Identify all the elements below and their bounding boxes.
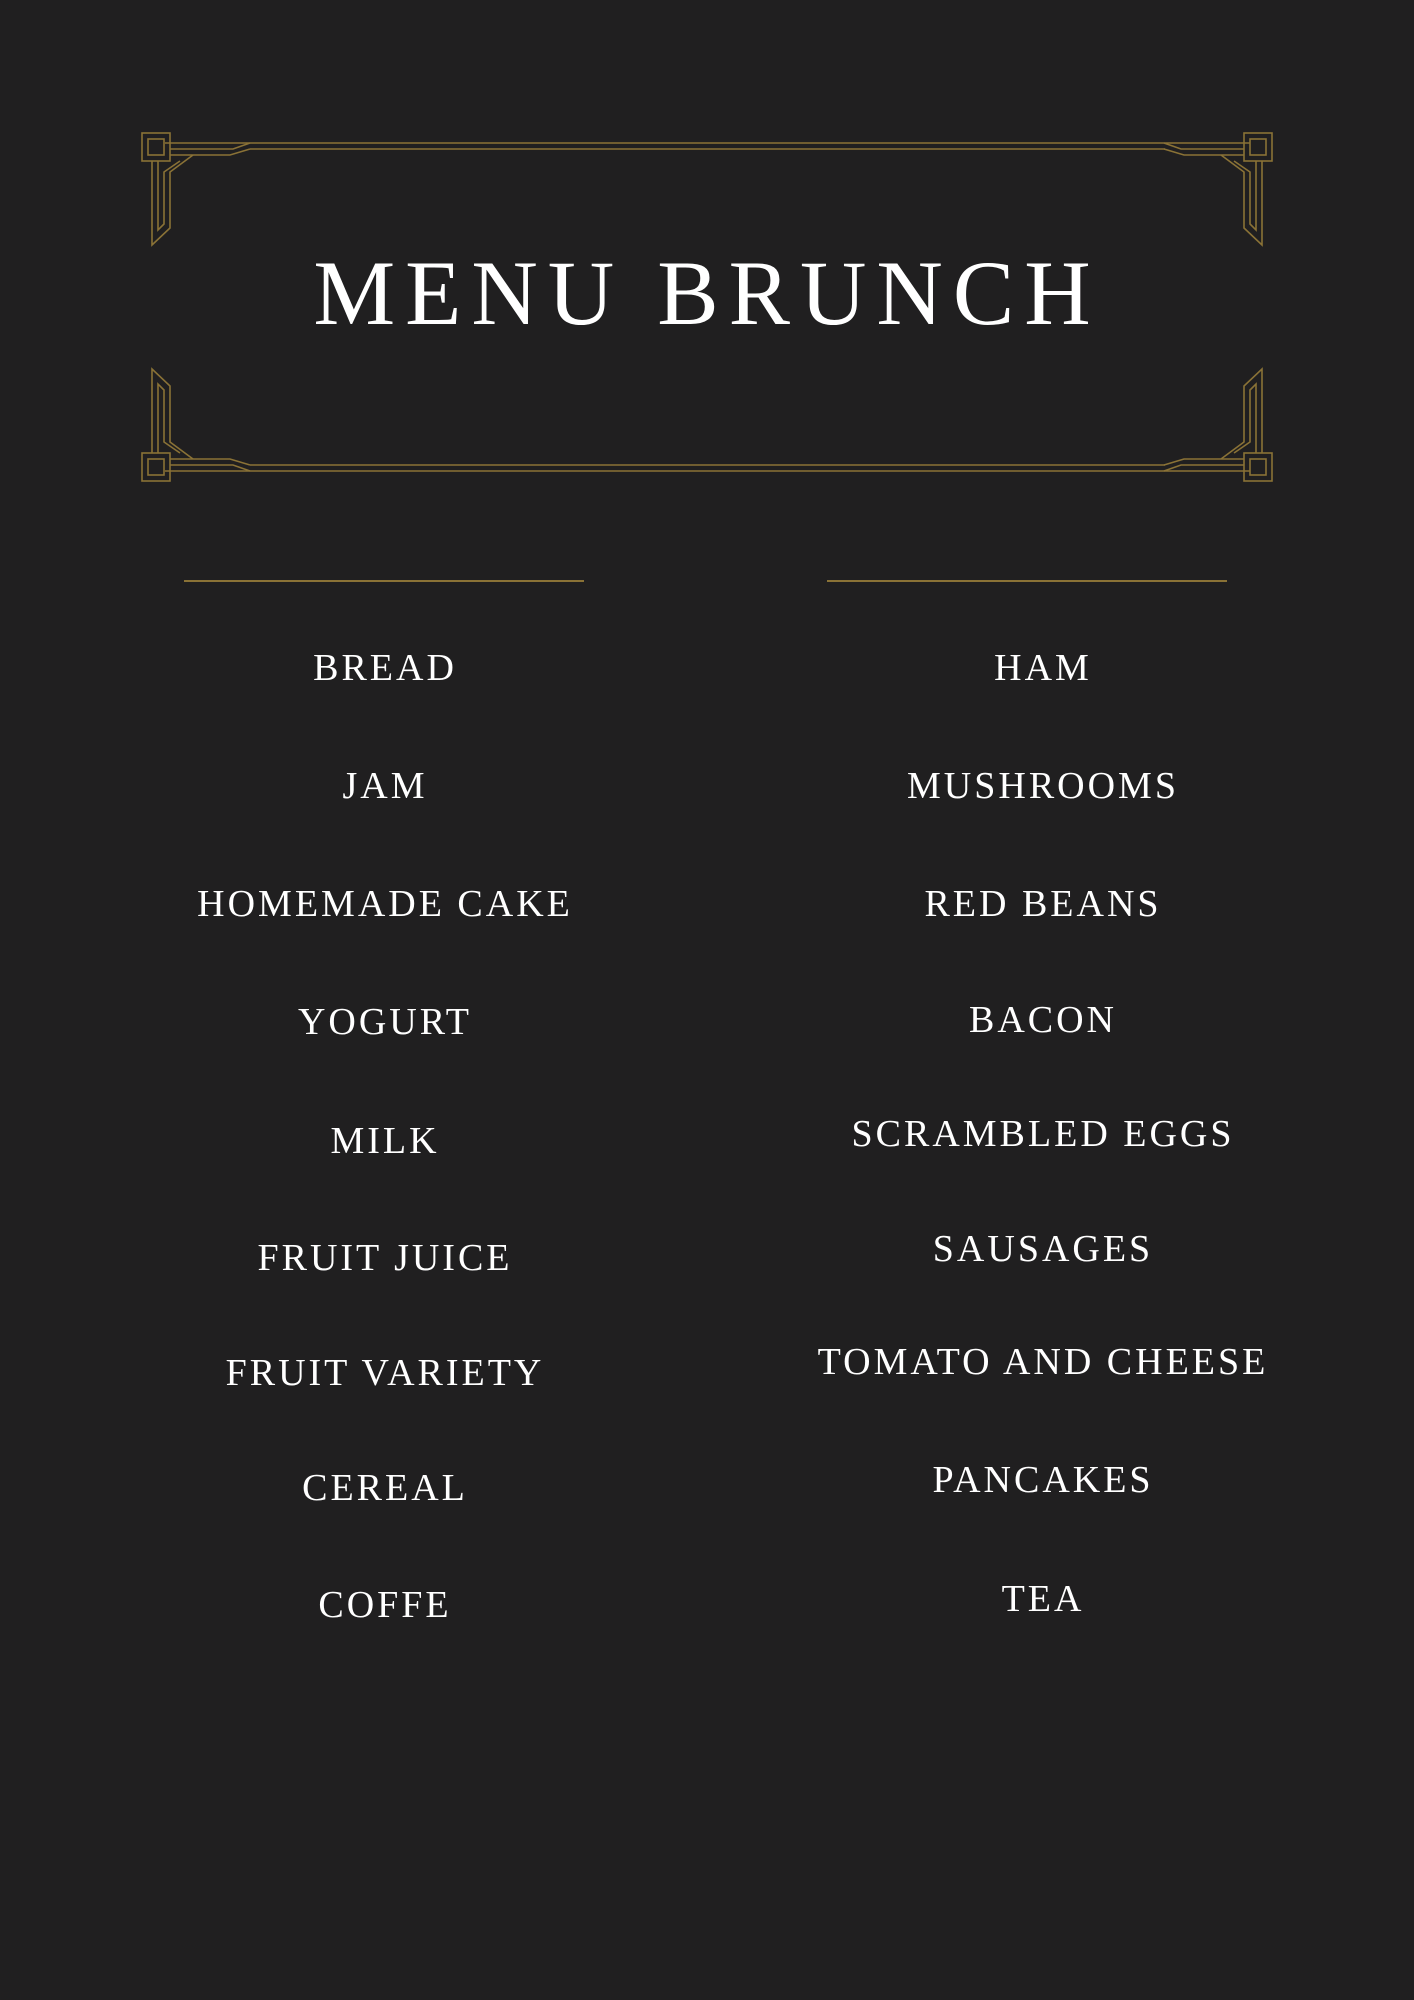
menu-item: BACON [968, 999, 1118, 1041]
left-column-divider [184, 580, 584, 582]
menu-item: HAM [994, 647, 1092, 689]
menu-item: TOMATO AND CHEESE [817, 1341, 1269, 1383]
menu-item: MUSHROOMS [907, 765, 1179, 807]
corner-ornament-top-left [142, 133, 250, 245]
menu-item: HOMEMADE CAKE [197, 883, 573, 925]
menu-item: COFFE [318, 1584, 452, 1626]
menu-item: JAM [342, 765, 428, 807]
menu-item: CEREAL [302, 1467, 468, 1509]
menu-item: PANCAKES [932, 1459, 1154, 1501]
corner-ornament-bottom-right [1164, 369, 1272, 481]
menu-item: MILK [330, 1120, 440, 1162]
menu-item: TEA [1001, 1578, 1085, 1620]
menu-item: FRUIT VARIETY [225, 1352, 545, 1394]
menu-item: SCRAMBLED EGGS [851, 1113, 1235, 1155]
right-column-divider [827, 580, 1227, 582]
menu-item: YOGURT [297, 1001, 473, 1043]
menu-title: MENU BRUNCH [313, 242, 1101, 344]
menu-item: BREAD [313, 647, 457, 689]
menu-item: RED BEANS [924, 883, 1162, 925]
menu-item: FRUIT JUICE [257, 1237, 513, 1279]
corner-ornament-bottom-left [142, 369, 250, 481]
menu-item: SAUSAGES [932, 1228, 1154, 1270]
corner-ornament-top-right [1164, 133, 1272, 245]
